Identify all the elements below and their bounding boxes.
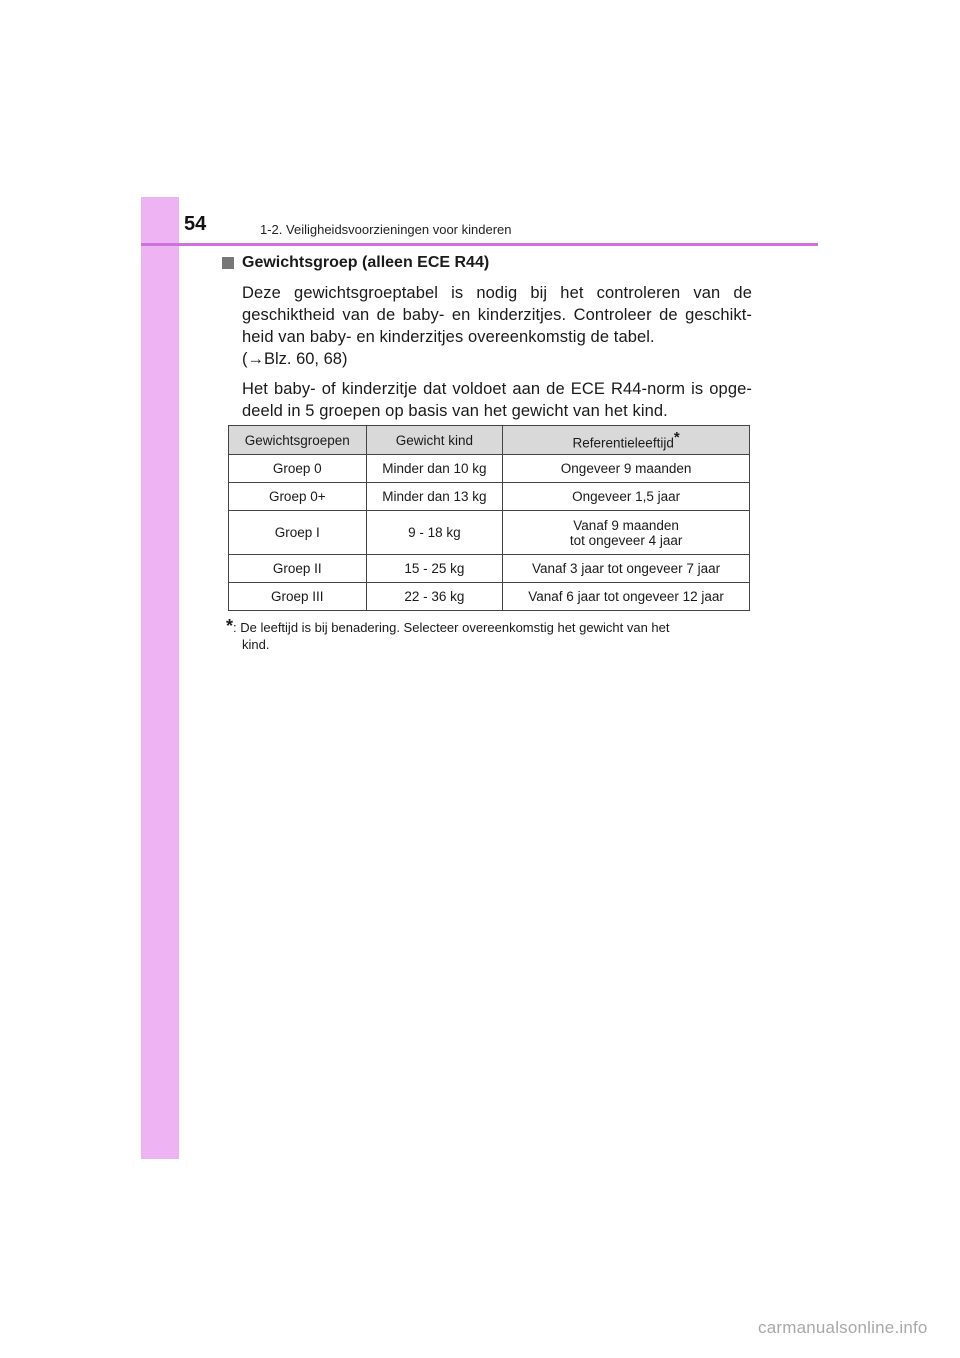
- weight-cell: Minder dan 10 kg: [366, 455, 503, 483]
- intro-paragraph: Deze gewichtsgroeptabel is nodig bij het controleren van de geschiktheid van de baby- en kinderzitjes. Controleer de geschikt-heid van baby- en kinderzitjes overeenkomstig de tabel.: [242, 284, 752, 346]
- subheading-text: Gewichtsgroep (alleen ECE R44): [242, 254, 490, 271]
- header-rule: [141, 243, 818, 246]
- table-row: [229, 511, 750, 555]
- weight-group-table: [228, 425, 750, 611]
- table-header-row: [229, 426, 750, 455]
- table-row: [229, 483, 750, 511]
- page-number: 54: [184, 213, 207, 235]
- group-cell: Groep I: [229, 511, 367, 555]
- age-cell: Vanaf 6 jaar tot ongeveer 12 jaar: [503, 583, 750, 611]
- weight-cell: 9 - 18 kg: [366, 511, 503, 555]
- header-weight-groups: Gewichtsgroepen: [229, 426, 367, 455]
- asterisk-marker: *: [673, 429, 680, 447]
- group-cell: Groep 0+: [229, 483, 367, 511]
- table-row: [229, 455, 750, 483]
- weight-cell: Minder dan 13 kg: [366, 483, 503, 511]
- age-cell: Ongeveer 1,5 jaar: [503, 483, 750, 511]
- footnote-text: : De leeftijd is bij benadering. Selecteer overeenkomstig het gewicht van het: [233, 620, 670, 635]
- footnote: [226, 618, 752, 653]
- age-cell: Ongeveer 9 maanden: [503, 455, 750, 483]
- subheading: [222, 254, 752, 272]
- side-band: [141, 197, 179, 1159]
- weight-cell: 22 - 36 kg: [366, 583, 503, 611]
- age-line-2: tot ongeveer 4 jaar: [569, 532, 683, 548]
- table-row: [229, 555, 750, 583]
- age-cell: Vanaf 3 jaar tot ongeveer 7 jaar: [503, 555, 750, 583]
- footnote-line-1: [226, 618, 752, 636]
- main-content: [222, 254, 752, 422]
- group-cell: Groep II: [229, 555, 367, 583]
- age-cell: [503, 511, 750, 555]
- age-line-1: Vanaf 9 maanden: [573, 517, 679, 533]
- weight-cell: 15 - 25 kg: [366, 555, 503, 583]
- section-header: 1-2. Veiligheidsvoorzieningen voor kinderen: [260, 222, 512, 237]
- header-reference-age-label: Referentieleeftijd: [572, 435, 674, 451]
- watermark: carmanualsonline.info: [758, 1318, 928, 1337]
- group-cell: Groep 0: [229, 455, 367, 483]
- table-row: [229, 583, 750, 611]
- square-bullet-icon: [222, 257, 234, 269]
- footnote-asterisk: *: [226, 616, 234, 636]
- header-reference-age: [503, 426, 750, 455]
- header-child-weight: Gewicht kind: [366, 426, 503, 455]
- page-reference: (→Blz. 60, 68): [242, 350, 348, 368]
- footnote-line-2: kind.: [242, 637, 270, 652]
- groups-paragraph: Het baby- of kinderzitje dat voldoet aan de ECE R44-norm is opge-deeld in 5 groepen op basis van het gewicht van het kind.: [242, 380, 752, 420]
- group-cell: Groep III: [229, 583, 367, 611]
